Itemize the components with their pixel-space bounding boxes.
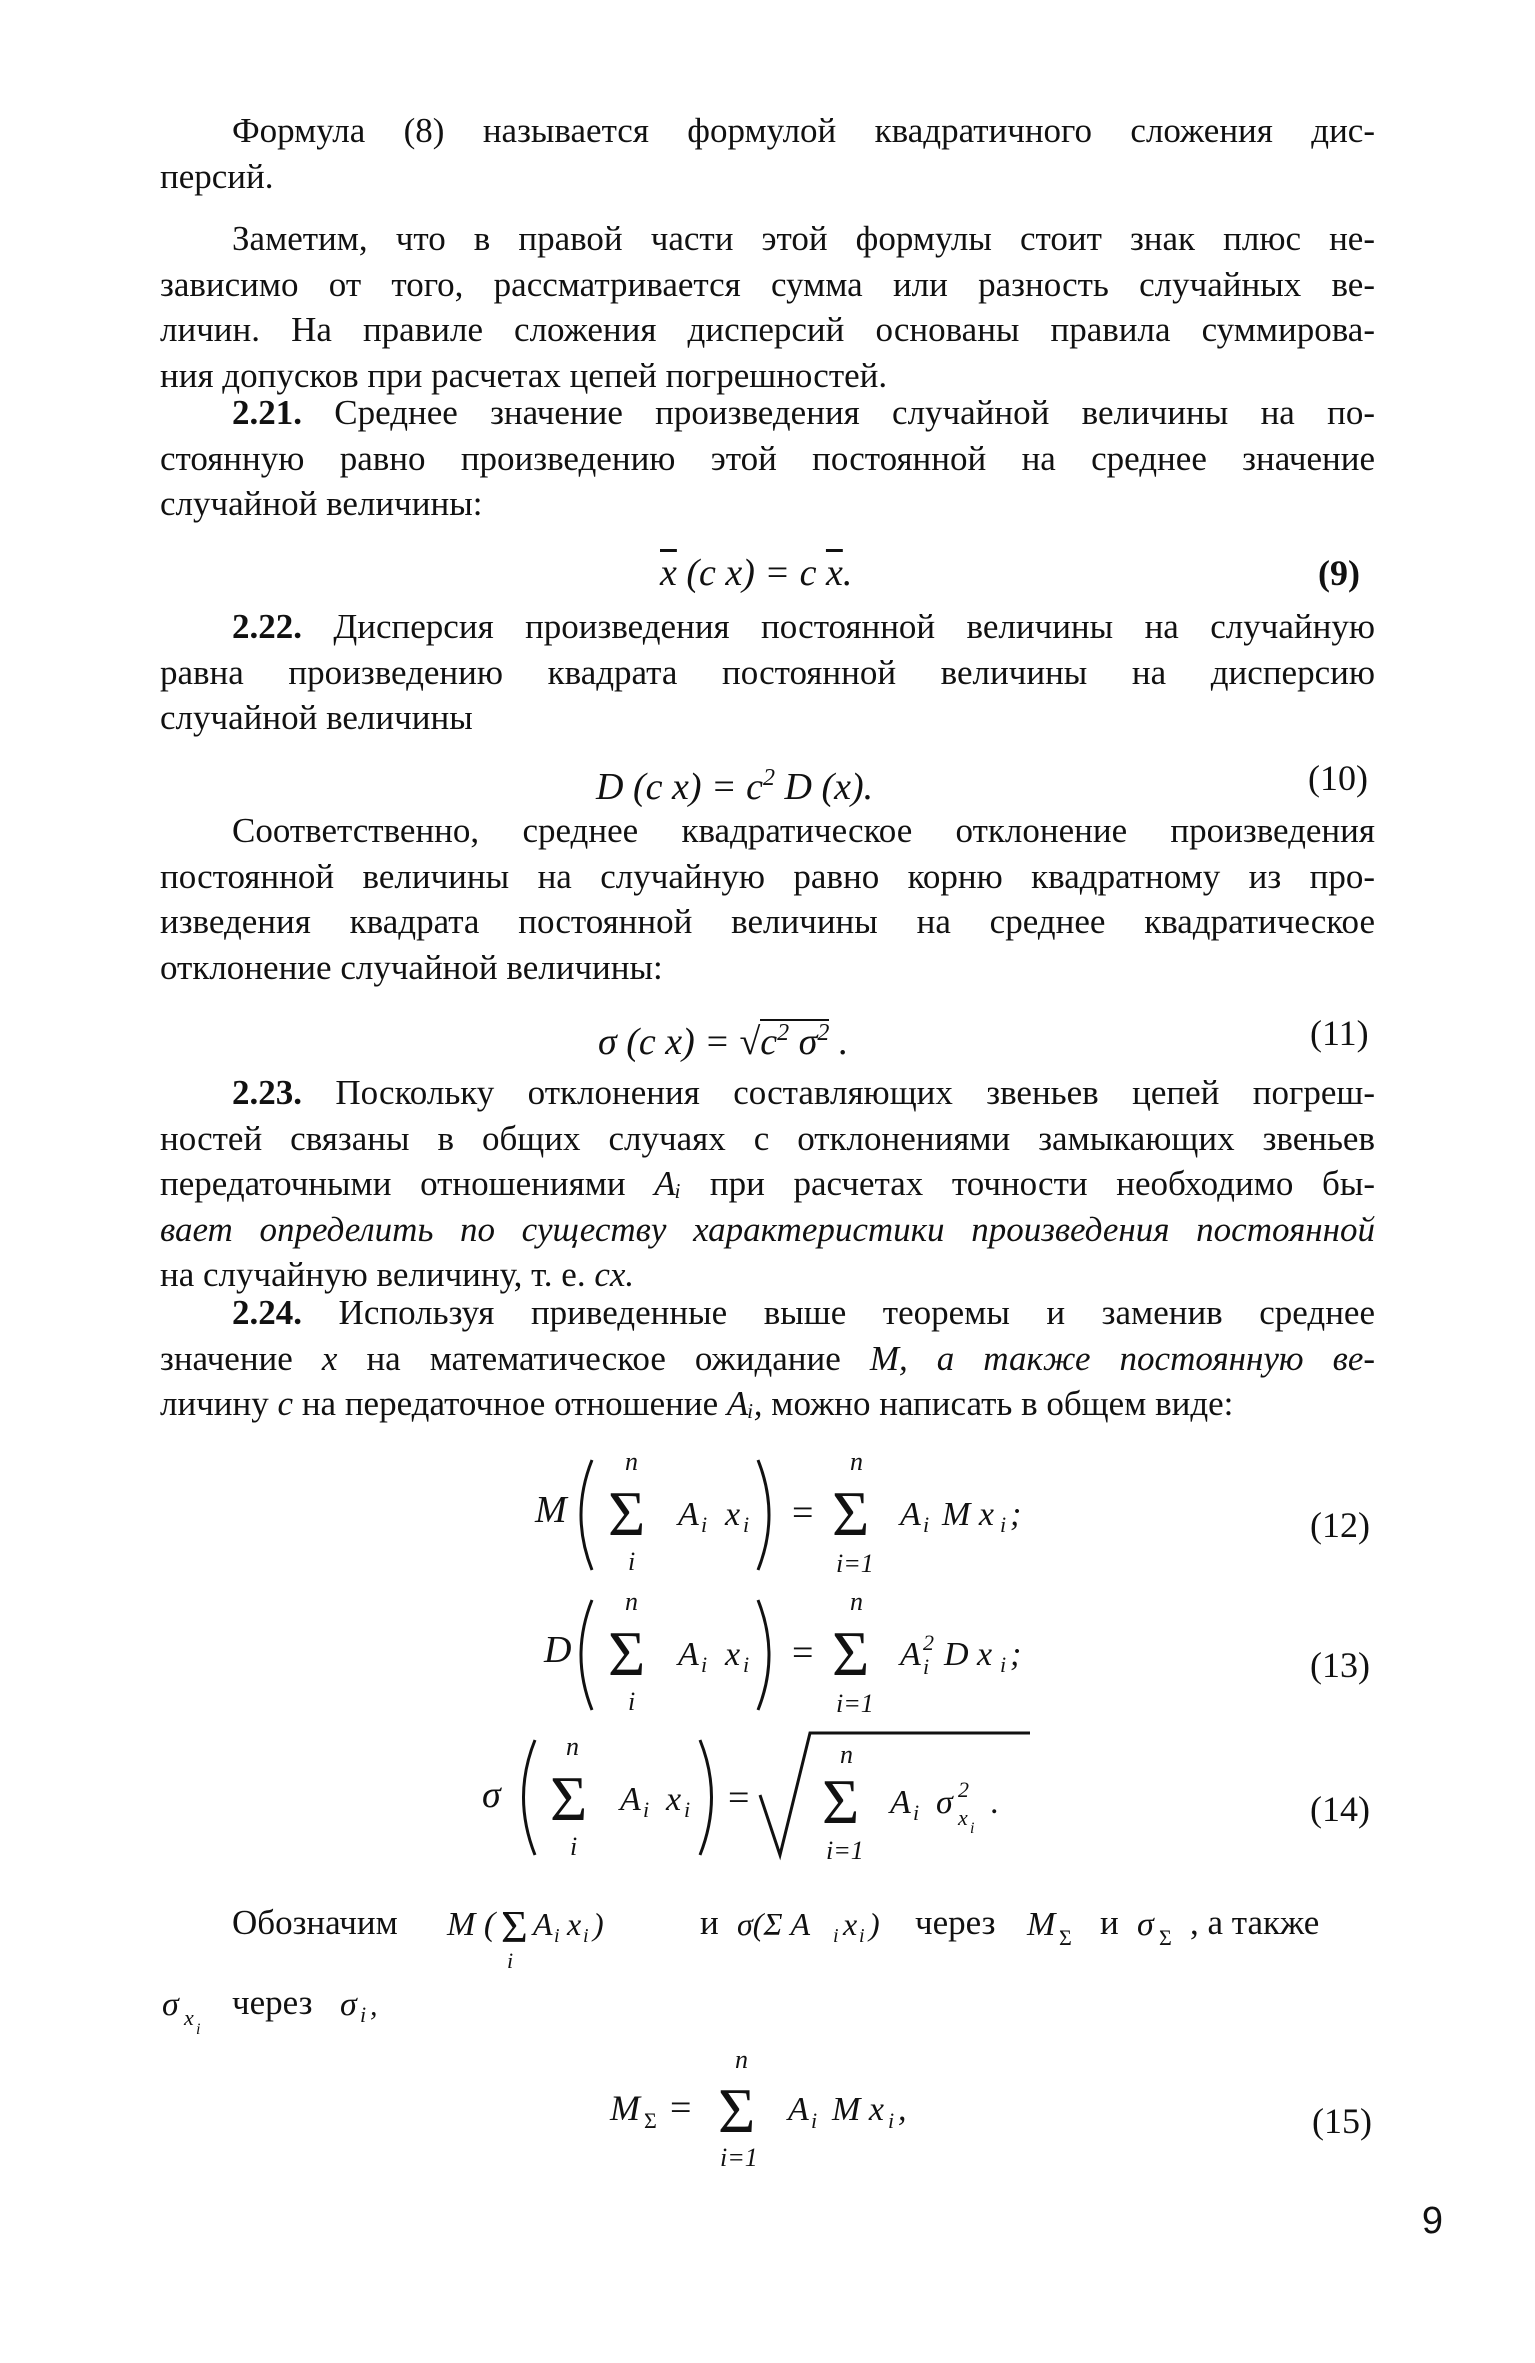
svg-text:i: i xyxy=(554,1925,560,1947)
text-span: Дисперсия произведения постоянной величины на случайную xyxy=(302,607,1375,646)
equation-11: σ (c $x) = √c^2$ $\sigma^2$ . xyxy=(598,1020,849,1063)
equation-number-14: (14) xyxy=(1310,1789,1370,1829)
svg-text:n: n xyxy=(850,1450,863,1476)
svg-text:i: i xyxy=(196,2021,201,2038)
text-line: равна произведению квадрата постоянной величины на дисперсию xyxy=(160,652,1375,692)
text-line xyxy=(160,1207,1375,1253)
equation-number-13: (13) xyxy=(1310,1645,1370,1685)
text-line: изведения квадрата постоянной величины на среднее квадратическое xyxy=(160,902,1375,941)
text-line: личин. На правиле сложения дисперсий основаны правила суммирова- xyxy=(160,310,1375,349)
svg-text:Σ: Σ xyxy=(822,1766,860,1837)
svg-text:M x: M x xyxy=(942,1496,994,1533)
text-span: а также постоянную ве- xyxy=(936,1338,1376,1378)
text-span: на передаточное отношение xyxy=(301,1384,719,1423)
svg-text:i: i xyxy=(743,1652,750,1677)
svg-text:Σ: Σ xyxy=(1159,1925,1172,1950)
text-line xyxy=(160,1161,1375,1207)
svg-text:σ(Σ A: σ(Σ A xyxy=(737,1906,810,1942)
svg-text:i: i xyxy=(743,1512,750,1537)
text-line: отклонение случайной величины: xyxy=(160,947,663,987)
svg-text:n: n xyxy=(850,1590,863,1616)
svg-text:i=1: i=1 xyxy=(836,1549,874,1578)
svg-text:=: = xyxy=(728,1777,750,1819)
text-span: личину xyxy=(160,1384,269,1423)
text-line: ния допусков при расчетах цепей погрешностей. xyxy=(160,355,888,395)
page-number: 9 xyxy=(1421,2200,1443,2242)
svg-text:x: x xyxy=(958,1805,968,1830)
svg-text:i: i xyxy=(923,1512,930,1537)
text-span: и xyxy=(700,1903,719,1942)
svg-text:D x: D x xyxy=(944,1636,993,1673)
paragraph-2-23 xyxy=(160,1070,1375,1298)
svg-text:i: i xyxy=(628,1547,636,1576)
svg-text:,: , xyxy=(370,1989,378,2022)
svg-text:Σ: Σ xyxy=(608,1618,646,1689)
equation-14 xyxy=(470,1725,1090,1865)
equation-number-9: (9) xyxy=(1318,553,1360,593)
svg-text:i: i xyxy=(970,1820,975,1837)
expr-sigma-xi xyxy=(160,1970,220,2040)
text-line: персий. xyxy=(160,156,274,196)
equation-number-12: (12) xyxy=(1310,1505,1370,1545)
svg-text:Σ: Σ xyxy=(501,1901,528,1952)
svg-text:A: A xyxy=(533,1906,553,1942)
text-line: зависимо от того, рассматривается сумма или разность случайных ве- xyxy=(160,264,1375,304)
equation-number-15: (15) xyxy=(1312,2101,1372,2141)
expr-sigma-sum xyxy=(735,1890,935,1950)
svg-text:i: i xyxy=(583,1925,589,1947)
text-span: передаточными отношениями xyxy=(160,1164,626,1203)
svg-text:x: x xyxy=(184,2005,194,2030)
svg-text:i: i xyxy=(833,1925,839,1947)
svg-text:Σ: Σ xyxy=(608,1478,646,1549)
svg-text:D: D xyxy=(544,1629,572,1671)
svg-text:=: = xyxy=(792,1492,814,1534)
svg-text:i: i xyxy=(643,1797,650,1822)
svg-text:): ) xyxy=(869,1906,880,1942)
math-symbol: c xyxy=(277,1384,294,1423)
paragraph-8 xyxy=(160,1900,1375,1970)
paragraph-2-22 xyxy=(160,604,1375,741)
text-line xyxy=(160,1290,1375,1336)
svg-text:.: . xyxy=(990,1784,999,1821)
svg-text:M: M xyxy=(535,1489,567,1531)
section-number: 2.21. xyxy=(232,393,302,432)
svg-text:i: i xyxy=(923,1654,930,1679)
svg-text:Σ: Σ xyxy=(832,1618,870,1689)
text-span: при расчетах точности необходимо бы- xyxy=(709,1164,1376,1203)
equation-15-graphic xyxy=(600,2040,1000,2170)
paragraph-2 xyxy=(160,216,1375,398)
svg-text:x: x xyxy=(725,1636,741,1673)
paragraph-5 xyxy=(160,808,1375,990)
svg-text:σ: σ xyxy=(162,1986,179,2023)
text-span: через xyxy=(232,1983,313,2022)
text-line: Заметим, что в правой части этой формулы стоит знак плюс не- xyxy=(232,219,1375,258)
equation-12 xyxy=(530,1450,1090,1580)
paragraph-2-21 xyxy=(160,390,1375,527)
text-line: постоянной величины на случайную равно корню квадратному из про- xyxy=(160,856,1375,896)
svg-text:i: i xyxy=(1000,1652,1007,1677)
equation-13-graphic xyxy=(530,1590,1090,1720)
svg-text:M (: M ( xyxy=(447,1906,496,1943)
svg-text:x: x xyxy=(567,1906,582,1942)
text-line: ностей связаны в общих случаях с отклонениями замыкающих звеньев xyxy=(160,1118,1375,1158)
svg-text:A: A xyxy=(900,1496,921,1533)
svg-text:i: i xyxy=(811,2108,818,2133)
svg-text:n: n xyxy=(625,1450,638,1476)
math-symbol: x xyxy=(321,1338,338,1378)
text-line xyxy=(160,1070,1375,1116)
equation-14-graphic xyxy=(470,1725,1090,1865)
svg-text:i: i xyxy=(360,2002,367,2027)
svg-text:A: A xyxy=(620,1781,641,1818)
text-span: вает определить по существу характеристики произведения постоянной xyxy=(160,1209,1375,1249)
svg-text:i: i xyxy=(701,1512,708,1537)
math-symbol: Aᵢ xyxy=(654,1164,682,1203)
math-symbol: cx. xyxy=(594,1255,635,1294)
svg-text:A: A xyxy=(678,1636,699,1673)
paragraph-2-24 xyxy=(160,1290,1375,1427)
svg-text:i: i xyxy=(1000,1512,1007,1537)
equation-number-11: (11) xyxy=(1310,1013,1369,1053)
math-symbol: Aᵢ, xyxy=(726,1384,763,1423)
text-line xyxy=(160,1336,1375,1382)
expr-M-sum xyxy=(445,1890,705,1970)
text-line xyxy=(160,1381,1375,1427)
section-number: 2.24. xyxy=(232,1293,302,1332)
paragraph-1 xyxy=(160,108,1375,199)
equation-15 xyxy=(600,2040,1000,2170)
svg-text:n: n xyxy=(566,1732,579,1761)
svg-text:Σ: Σ xyxy=(832,1478,870,1549)
svg-text:): ) xyxy=(593,1906,604,1942)
svg-text:σ: σ xyxy=(340,1986,357,2023)
svg-text:Σ: Σ xyxy=(550,1763,588,1834)
svg-text:Σ: Σ xyxy=(1059,1925,1072,1950)
svg-text:i: i xyxy=(507,1948,514,1970)
equation-13 xyxy=(530,1590,1090,1720)
section-number: 2.22. xyxy=(232,607,302,646)
equation-number-10: (10) xyxy=(1308,758,1368,798)
svg-text:A: A xyxy=(890,1784,911,1821)
svg-text:2: 2 xyxy=(923,1630,934,1655)
text-span: , а также xyxy=(1190,1903,1320,1942)
svg-text:Σ: Σ xyxy=(718,2075,756,2146)
svg-text:A: A xyxy=(678,1496,699,1533)
svg-text:i: i xyxy=(701,1652,708,1677)
svg-text:M: M xyxy=(1027,1906,1056,1943)
svg-text:i: i xyxy=(570,1832,578,1861)
svg-text:i=1: i=1 xyxy=(720,2143,758,2170)
text-line: случайной величины: xyxy=(160,484,483,523)
svg-text:σ: σ xyxy=(1137,1906,1154,1943)
text-span: Среднее значение произведения случайной величины на по- xyxy=(302,393,1375,432)
svg-text:n: n xyxy=(625,1590,638,1616)
section-number: 2.23. xyxy=(232,1073,302,1112)
text-line: Формула (8) называется формулой квадратичного сложения дис- xyxy=(232,111,1375,150)
equation-9: $\overline{x}$ (c x) = c $\overline{x}$. xyxy=(660,552,853,594)
paragraph-8-line-2 xyxy=(160,1980,1375,2040)
svg-text:M x: M x xyxy=(832,2091,884,2128)
text-line: случайной величины xyxy=(160,698,473,737)
equation-12-graphic xyxy=(530,1450,1090,1580)
math-symbol: M, xyxy=(869,1338,908,1378)
svg-text:=: = xyxy=(792,1632,814,1674)
svg-text:x: x xyxy=(666,1781,682,1818)
svg-text:M: M xyxy=(610,2088,640,2128)
text-span: Поскольку отклонения составляющих звеньев цепей погреш- xyxy=(302,1073,1375,1112)
svg-text:n: n xyxy=(735,2045,748,2074)
svg-text:i: i xyxy=(628,1687,636,1716)
text-span: значение xyxy=(160,1338,293,1378)
text-span: на случайную величину, т. е. xyxy=(160,1255,586,1294)
svg-text:i=1: i=1 xyxy=(836,1689,874,1718)
svg-text:A: A xyxy=(900,1636,921,1673)
expr-sigma-i xyxy=(338,1970,398,2030)
svg-text:n: n xyxy=(840,1740,853,1769)
svg-text:i: i xyxy=(913,1800,920,1825)
svg-text:i=1: i=1 xyxy=(826,1836,864,1865)
equation-10: D (c $x) = c^2$ D (x). xyxy=(596,765,874,808)
svg-text:2: 2 xyxy=(958,1777,969,1802)
svg-text:=: = xyxy=(670,2087,692,2129)
svg-text:;: ; xyxy=(1010,1496,1022,1533)
svg-text:σ: σ xyxy=(936,1784,953,1821)
svg-text:,: , xyxy=(898,2091,907,2128)
svg-text:i: i xyxy=(888,2108,895,2133)
svg-text:σ: σ xyxy=(482,1774,501,1816)
svg-text:Σ: Σ xyxy=(644,2108,657,2133)
svg-text:;: ; xyxy=(1010,1636,1022,1673)
text-span: можно написать в общем виде: xyxy=(771,1384,1234,1423)
text-span: на математическое ожидание xyxy=(366,1338,841,1378)
text-span: через xyxy=(915,1903,996,1942)
svg-text:x: x xyxy=(843,1906,858,1942)
text-span: и xyxy=(1100,1903,1119,1942)
expr-M-Sigma xyxy=(1025,1890,1095,1950)
svg-text:i: i xyxy=(684,1797,691,1822)
svg-text:x: x xyxy=(725,1496,741,1533)
svg-text:i: i xyxy=(859,1925,865,1947)
text-span: Используя приведенные выше теоремы и заменив среднее xyxy=(302,1293,1375,1332)
text-line: Соответственно, среднее квадратическое отклонение произведения xyxy=(232,811,1375,850)
svg-text:A: A xyxy=(788,2091,809,2128)
text-line xyxy=(160,390,1375,436)
text-line: стоянную равно произведению этой постоянной на среднее значение xyxy=(160,438,1375,478)
text-line xyxy=(160,604,1375,650)
text-span: Обозначим xyxy=(232,1903,398,1942)
expr-sigma-Sigma xyxy=(1135,1890,1195,1950)
